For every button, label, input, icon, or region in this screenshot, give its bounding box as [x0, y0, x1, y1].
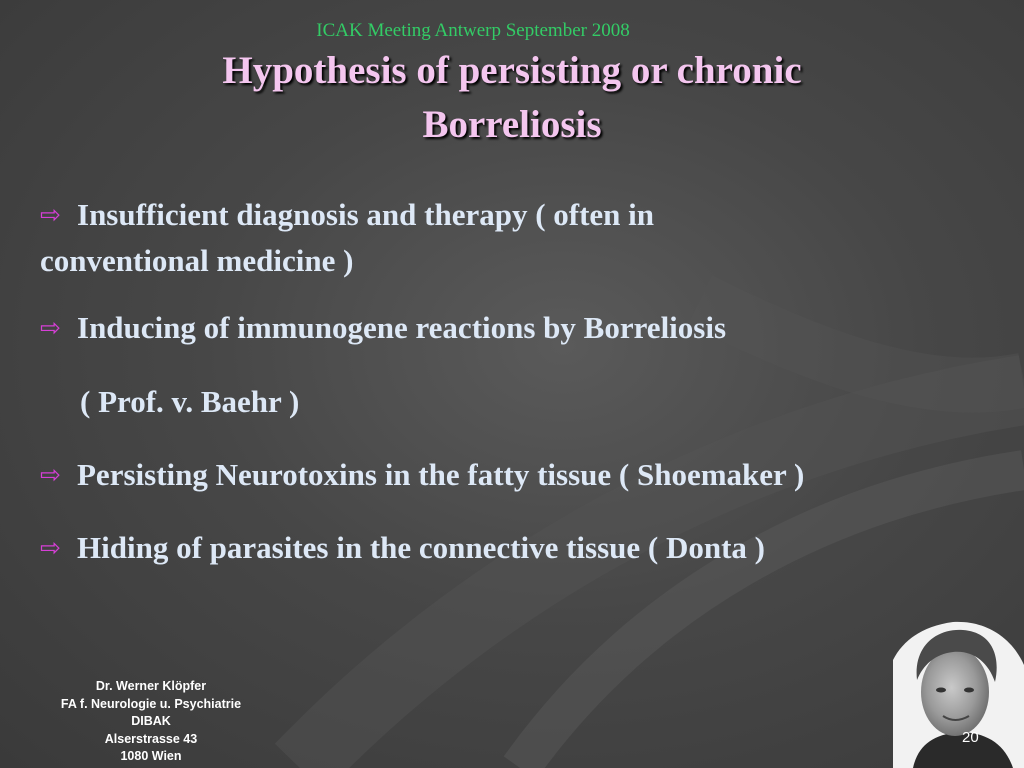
meeting-header: ICAK Meeting Antwerp September 2008: [316, 20, 630, 41]
author-photo: [893, 620, 1024, 768]
author-name: Dr. Werner Klöpfer: [95, 679, 207, 693]
author-info: [30, 678, 272, 766]
slide-title: [0, 44, 1024, 152]
arrow-right-icon: ⇨: [40, 533, 61, 562]
bullet-subline: ( Prof. v. Baehr ): [80, 384, 300, 419]
bullet-item: [40, 192, 654, 284]
author-specialty: FA f. Neurologie u. Psychiatrie: [60, 696, 242, 711]
bullet-text-continued: conventional medicine ): [40, 243, 354, 278]
author-city: 1080 Wien: [120, 749, 182, 763]
bullet-text: Inducing of immunogene reactions by Borreliosis: [77, 310, 727, 345]
bullet-item: [40, 530, 765, 566]
arrow-right-icon: ⇨: [40, 200, 61, 229]
bullet-text: Persisting Neurotoxins in the fatty tissue ( Shoemaker ): [77, 457, 805, 492]
slide-title-line-1: Hypothesis of persisting or chronic: [222, 49, 802, 92]
arrow-right-icon: ⇨: [40, 313, 61, 342]
bullet-text: Hiding of parasites in the connective tissue ( Donta ): [77, 530, 766, 565]
bullet-item: [40, 310, 726, 346]
page-number: 20: [962, 729, 979, 746]
bullet-item: [40, 457, 804, 493]
bullet-text: Insufficient diagnosis and therapy ( often in: [77, 197, 655, 232]
author-org: DIBAK: [131, 714, 171, 728]
arrow-right-icon: ⇨: [40, 460, 61, 489]
author-street: Alserstrasse 43: [104, 731, 198, 746]
slide-title-line-2: Borreliosis: [422, 103, 602, 146]
